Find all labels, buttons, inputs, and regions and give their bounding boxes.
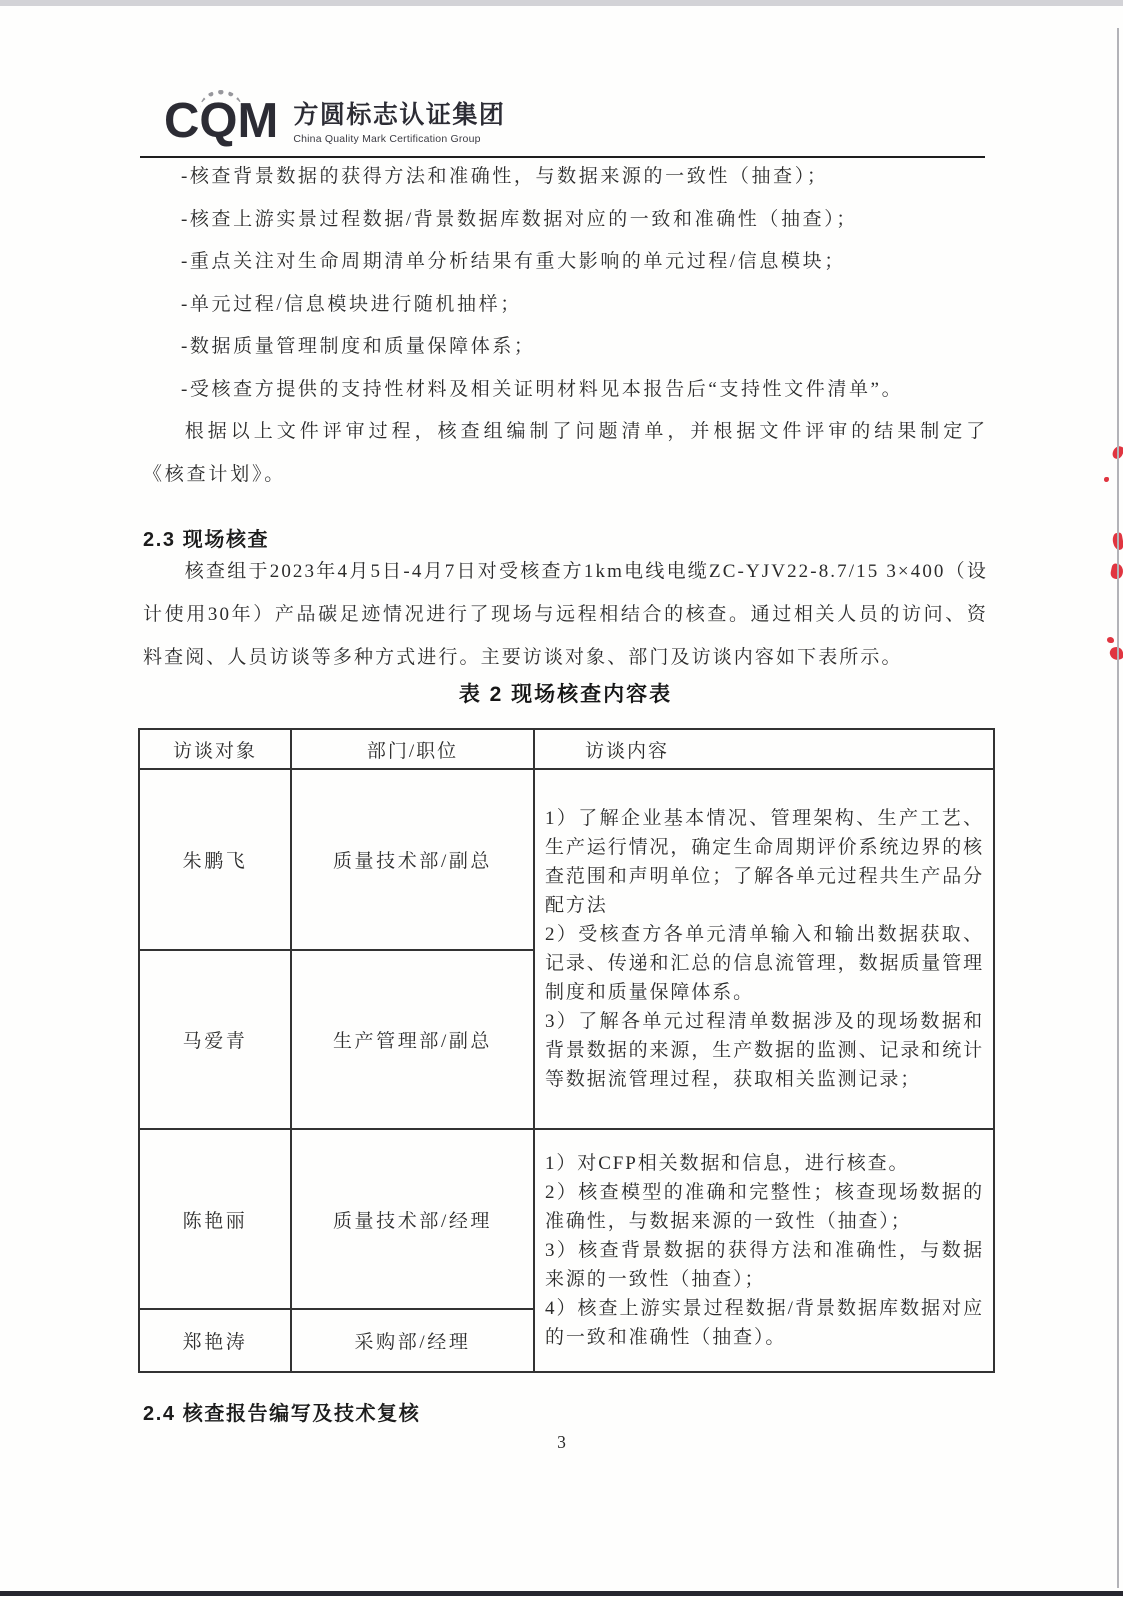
red-ink-mark <box>1107 637 1114 643</box>
table-row <box>139 1129 994 1309</box>
interviewee-name-cell: 郑艳涛 <box>139 1309 291 1372</box>
table-header-interviewee: 访谈对象 <box>139 729 291 769</box>
content-paragraph: 3）核查背景数据的获得方法和准确性，与数据来源的一致性（抽查）； <box>545 1240 984 1290</box>
department-cell: 质量技术部/副总 <box>291 769 534 950</box>
interview-content-cell <box>534 769 994 1129</box>
interview-content-cell <box>534 1129 994 1372</box>
closing-paragraph: 根据以上文件评审过程，核查组编制了问题清单，并根据文件评审的结果制定了《核查计划》。 <box>143 421 988 485</box>
bullet-list <box>181 156 993 412</box>
logo-name-cn: 方圆标志认证集团 <box>293 101 506 129</box>
content-paragraph: 2）核查模型的准确和完整性；核查现场数据的准确性，与数据来源的一致性（抽查）； <box>545 1182 984 1232</box>
scan-edge-right <box>1117 28 1119 1588</box>
logo-name-en: China Quality Mark Certification Group <box>293 132 481 145</box>
bullet-item: -数据质量管理制度和质量保障体系； <box>181 336 536 358</box>
table-header-content: 访谈内容 <box>534 729 994 769</box>
bullet-item: -重点关注对生命周期清单分析结果有重大影响的单元过程/信息模块； <box>181 251 846 273</box>
laurel-icon <box>200 90 242 108</box>
bullet-item: -单元过程/信息模块进行随机抽样； <box>181 293 522 315</box>
site-visit-table <box>138 728 995 1373</box>
bullet-item: -受核查方提供的支持性材料及相关证明材料见本报告后“支持性文件清单”。 <box>181 378 904 400</box>
scan-edge-bottom <box>0 1591 1123 1596</box>
department-cell: 生产管理部/副总 <box>291 950 534 1129</box>
section-heading-2-4: 2.4 核查报告编写及技术复核 <box>143 1403 421 1425</box>
bullet-item: -核查上游实景过程数据/背景数据库数据对应的一致和准确性（抽查）； <box>181 208 858 230</box>
interviewee-name-cell: 马爱青 <box>139 950 291 1129</box>
section-heading-2-3: 2.3 现场核查 <box>143 529 270 551</box>
content-paragraph: 1）对CFP相关数据和信息，进行核查。 <box>545 1153 910 1174</box>
content-paragraph: 1）了解企业基本情况、管理架构、生产工艺、生产运行情况，确定生命周期评价系统边界的核查范围和声明单位；了解各单元过程共生产品分配方法 <box>545 808 984 916</box>
content-paragraph: 4）核查上游实景过程数据/背景数据库数据对应的一致和准确性（抽查）。 <box>545 1298 984 1348</box>
interviewee-name-cell: 陈艳丽 <box>139 1129 291 1309</box>
cqm-logo <box>164 94 506 148</box>
content-paragraph: 3）了解各单元过程清单数据涉及的现场数据和背景数据的来源，生产数据的监测、记录和统计等数据流管理过程，获取相关监测记录； <box>545 1011 984 1090</box>
department-cell: 采购部/经理 <box>291 1309 534 1372</box>
bullet-item: -核查背景数据的获得方法和准确性，与数据来源的一致性（抽查）； <box>181 166 829 187</box>
department-cell: 质量技术部/经理 <box>291 1129 534 1309</box>
section-paragraph-2-3: 核查组于2023年4月5日-4月7日对受核查方1km电线电缆ZC-YJV22-8.7/15 3×400（设计使用30年）产品碳足迹情况进行了现场与远程相结合的核查。通过相关人员的访问、资料查阅、人员访谈等多种方式进行。主要访谈对象、部门及访谈内容如下表所示。 <box>143 561 988 668</box>
table-header-department: 部门/职位 <box>291 729 534 769</box>
table-row <box>139 769 994 950</box>
interviewee-name-cell: 朱鹏飞 <box>139 769 291 950</box>
scan-edge-top <box>0 0 1123 6</box>
content-paragraph: 2）受核查方各单元清单输入和输出数据获取、记录、传递和汇总的信息流管理，数据质量管理制度和质量保障体系。 <box>545 924 984 1003</box>
red-ink-mark <box>1109 646 1123 662</box>
table-title: 表 2 现场核查内容表 <box>458 683 673 706</box>
red-ink-mark <box>1104 477 1109 482</box>
page-number: 3 <box>557 1432 566 1452</box>
logo-acronym: CQM <box>164 94 279 148</box>
